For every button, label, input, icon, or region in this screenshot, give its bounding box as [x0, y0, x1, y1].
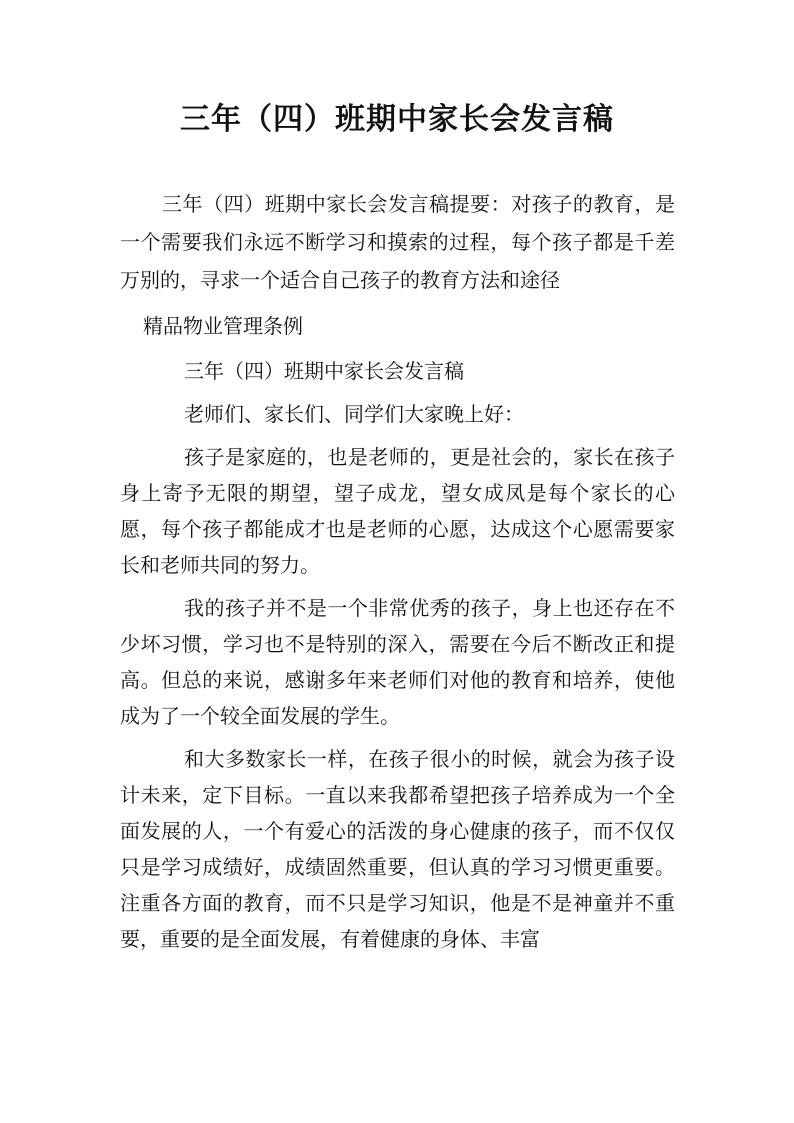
related-link[interactable]: 精品物业管理条例: [143, 314, 303, 338]
body-paragraph: 孩子是家庭的，也是老师的，更是社会的，家长在孩子身上寄予无限的期望，望子成龙，望女成凤是每个家长的心愿，每个孩子都能成才也是老师的心愿，达成这个心愿需要家长和老师共同的努力。: [120, 445, 675, 577]
body-subtitle: 三年（四）班期中家长会发言稿: [184, 359, 464, 383]
greeting: 老师们、家长们、同学们大家晚上好：: [184, 402, 524, 426]
summary-paragraph: 三年（四）班期中家长会发言稿提要：对孩子的教育，是一个需要我们永远不断学习和摸索的过程，每个孩子都是千差万别的，寻求一个适合自己孩子的教育方法和途径: [120, 192, 675, 292]
body-paragraph: 和大多数家长一样，在孩子很小的时候，就会为孩子设计未来，定下目标。一直以来我都希望把孩子培养成为一个全面发展的人，一个有爱心的活泼的身心健康的孩子，而不仅仅只是学习成绩好，成绩固然重要，但认真的学习习惯更重要。注重各方面的教育，而不只是学习知识，他是不是神童并不重要，重要的是全面发展，有着健康的身体、丰富: [120, 747, 675, 951]
document-body: [120, 353, 675, 957]
body-paragraph: 我的孩子并不是一个非常优秀的孩子，身上也还存在不少坏习惯，学习也不是特别的深入，需要在今后不断改正和提高。但总的来说，感谢多年来老师们对他的教育和培养，使他成为了一个较全面发展的学生。: [120, 596, 675, 728]
document-title: 三年（四）班期中家长会发言稿: [180, 102, 614, 137]
